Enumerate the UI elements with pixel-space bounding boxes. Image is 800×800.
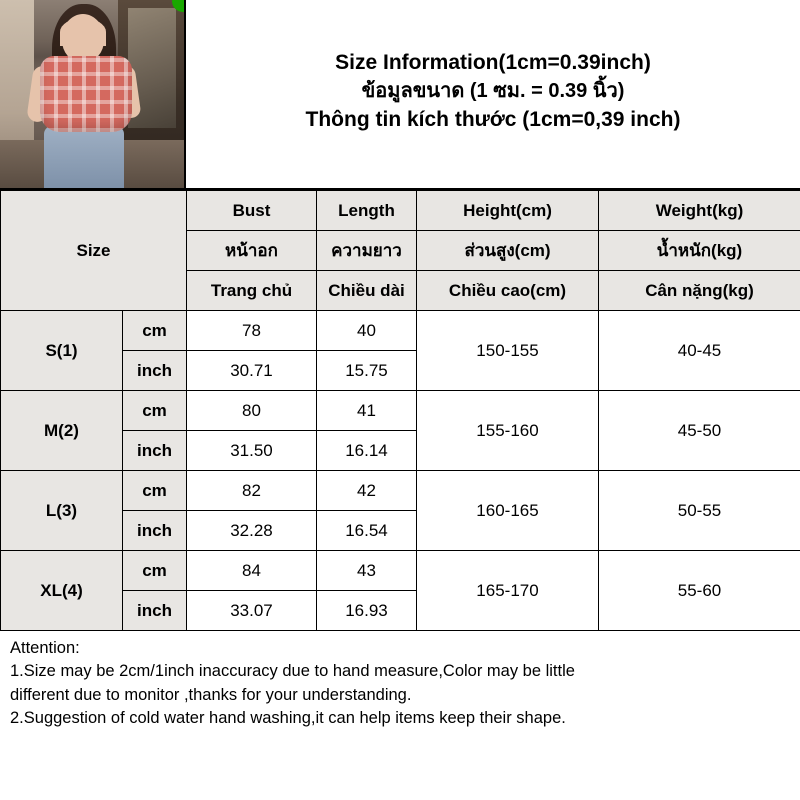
row-unit-inch: inch (123, 351, 187, 391)
table-row (1, 391, 800, 431)
attention-line-1: 1.Size may be 2cm/1inch inaccuracy due to hand measure,Color may be little (10, 662, 575, 681)
xl-length-inch: 16.93 (317, 591, 417, 631)
header-length-th: ความยาว (317, 231, 417, 271)
xl-weight: 55-60 (599, 551, 800, 631)
header-bust-th: หน้าอก (187, 231, 317, 271)
l-bust-inch: 32.28 (187, 511, 317, 551)
title-line-en: Size Information(1cm=0.39inch) (335, 51, 651, 75)
s-length-inch: 15.75 (317, 351, 417, 391)
attention-block (0, 631, 800, 731)
row-unit-inch: inch (123, 431, 187, 471)
header-weight-en: Weight(kg) (599, 191, 800, 231)
header-length-en: Length (317, 191, 417, 231)
header-height-en: Height(cm) (417, 191, 599, 231)
row-unit-cm: cm (123, 311, 187, 351)
s-length-cm: 40 (317, 311, 417, 351)
row-unit-inch: inch (123, 591, 187, 631)
header-weight-vi: Cân nặng(kg) (599, 271, 800, 311)
title-block (186, 0, 800, 188)
m-bust-inch: 31.50 (187, 431, 317, 471)
row-unit-cm: cm (123, 551, 187, 591)
l-length-cm: 42 (317, 471, 417, 511)
xl-bust-cm: 84 (187, 551, 317, 591)
header-size-label: Size (1, 191, 187, 311)
size-table (0, 190, 800, 631)
title-line-th: ข้อมูลขนาด (1 ซม. = 0.39 นิ้ว) (361, 80, 625, 103)
l-bust-cm: 82 (187, 471, 317, 511)
row-size-s: S(1) (1, 311, 123, 391)
model-plaid-top (40, 56, 132, 132)
table-row (1, 471, 800, 511)
header-length-vi: Chiều dài (317, 271, 417, 311)
s-weight: 40-45 (599, 311, 800, 391)
row-unit-cm: cm (123, 471, 187, 511)
s-bust-cm: 78 (187, 311, 317, 351)
s-height: 150-155 (417, 311, 599, 391)
xl-height: 165-170 (417, 551, 599, 631)
table-row (1, 311, 800, 351)
row-size-xl: XL(4) (1, 551, 123, 631)
header-height-th: ส่วนสูง(cm) (417, 231, 599, 271)
m-bust-cm: 80 (187, 391, 317, 431)
model-jeans (44, 126, 124, 188)
header-weight-th: น้ำหนัก(kg) (599, 231, 800, 271)
l-height: 160-165 (417, 471, 599, 551)
row-unit-inch: inch (123, 511, 187, 551)
xl-length-cm: 43 (317, 551, 417, 591)
table-header-row-en (1, 191, 800, 231)
header-block (0, 0, 800, 190)
row-size-m: M(2) (1, 391, 123, 471)
row-size-l: L(3) (1, 471, 123, 551)
s-bust-inch: 30.71 (187, 351, 317, 391)
row-unit-cm: cm (123, 391, 187, 431)
table-row (1, 551, 800, 591)
attention-line-3: 2.Suggestion of cold water hand washing,it can help items keep their shape. (10, 709, 566, 728)
m-height: 155-160 (417, 391, 599, 471)
xl-bust-inch: 33.07 (187, 591, 317, 631)
model-photo-image (0, 0, 184, 188)
header-height-vi: Chiều cao(cm) (417, 271, 599, 311)
m-weight: 45-50 (599, 391, 800, 471)
attention-heading: Attention: (10, 639, 80, 657)
product-photo (0, 0, 186, 188)
header-bust-vi: Trang chủ (187, 271, 317, 311)
attention-line-2: different due to monitor ,thanks for your understanding. (10, 685, 412, 704)
model-face-highlight (60, 18, 106, 46)
l-weight: 50-55 (599, 471, 800, 551)
title-line-vi: Thông tin kích thước (1cm=0,39 inch) (305, 107, 681, 131)
m-length-cm: 41 (317, 391, 417, 431)
m-length-inch: 16.14 (317, 431, 417, 471)
l-length-inch: 16.54 (317, 511, 417, 551)
header-bust-en: Bust (187, 191, 317, 231)
